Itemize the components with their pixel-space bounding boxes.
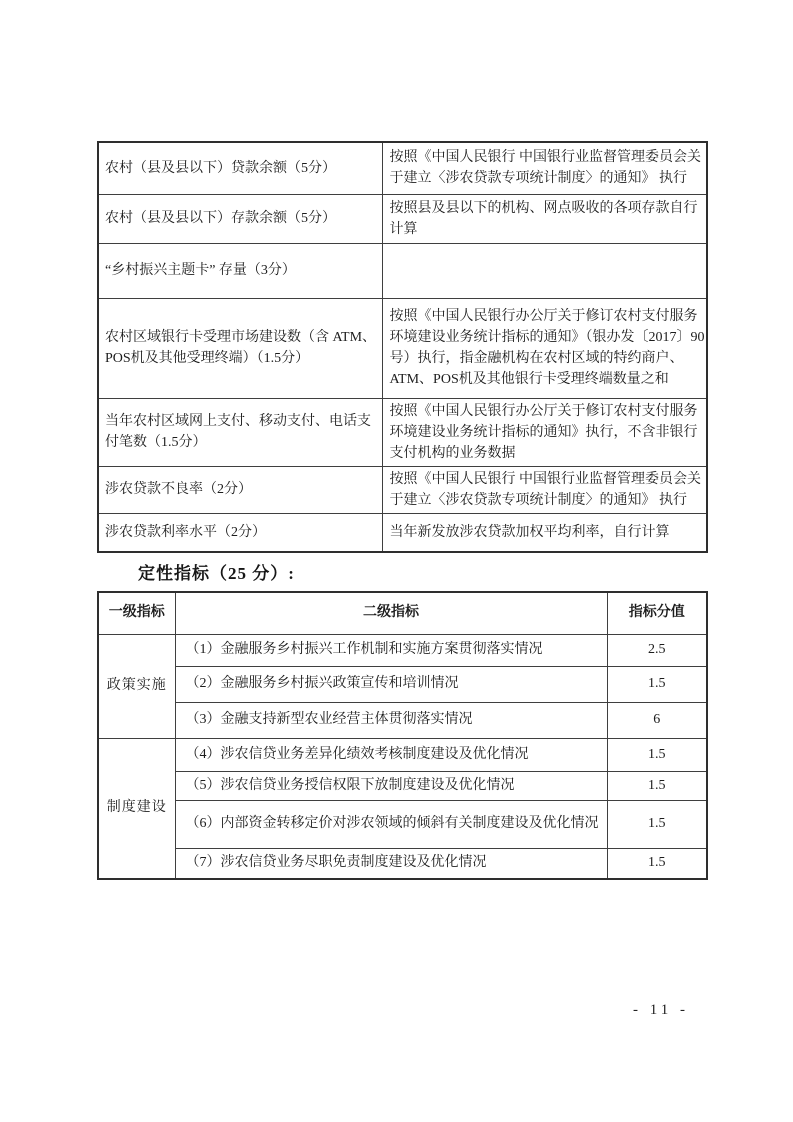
table-row [98,771,707,800]
column-header-level1: 一级指标 [98,592,175,634]
group-cell-system: 制度建设 [98,738,175,879]
description-cell: 按照《中国人民银行办公厅关于修订农村支付服务环境建设业务统计指标的通知》（银办发〔2017〕90号）执行，指金融机构在农村区域的特约商户、ATM、POS机及其他银行卡受理终端数量之和 [382,298,707,398]
description-cell [382,243,707,298]
description-cell: 按照《中国人民银行 中国银行业监督管理委员会关于建立〈涉农贷款专项统计制度〉的通知》 执行 [382,466,707,513]
column-header-score: 指标分值 [607,592,707,634]
score-cell: 1.5 [607,848,707,879]
table-row [98,194,707,243]
group-cell-policy: 政策实施 [98,634,175,738]
item-cell: （1）金融服务乡村振兴工作机制和实施方案贯彻落实情况 [175,634,607,666]
table-row [98,848,707,879]
description-cell: 按照县及县以下的机构、网点吸收的各项存款自行计算 [382,194,707,243]
table-row [98,298,707,398]
table-row [98,398,707,466]
indicator-cell: 农村（县及县以下）贷款余额（5分） [98,142,382,194]
indicator-cell: 农村（县及县以下）存款余额（5分） [98,194,382,243]
qualitative-indicators-table [97,591,708,880]
table-row [98,800,707,848]
table-row [98,142,707,194]
table-row [98,702,707,738]
indicator-cell: “乡村振兴主题卡” 存量（3分） [98,243,382,298]
description-cell: 按照《中国人民银行 中国银行业监督管理委员会关于建立〈涉农贷款专项统计制度〉的通知》 执行 [382,142,707,194]
item-cell: （6）内部资金转移定价对涉农领域的倾斜有关制度建设及优化情况 [175,800,607,848]
indicator-cell: 当年农村区域网上支付、移动支付、电话支付笔数（1.5分） [98,398,382,466]
page-number: - 11 - [633,1002,689,1018]
score-cell: 1.5 [607,738,707,771]
score-cell: 1.5 [607,771,707,800]
table-row [98,634,707,666]
header-row [98,592,707,634]
quantitative-indicators-table [97,141,708,553]
indicator-cell: 农村区域银行卡受理市场建设数（含 ATM、POS机及其他受理终端）（1.5分） [98,298,382,398]
table-row [98,243,707,298]
score-cell: 1.5 [607,666,707,702]
table-row [98,466,707,513]
column-header-level2: 二级指标 [175,592,607,634]
item-cell: （5）涉农信贷业务授信权限下放制度建设及优化情况 [175,771,607,800]
indicator-cell: 涉农贷款利率水平（2分） [98,513,382,552]
description-cell: 按照《中国人民银行办公厅关于修订农村支付服务环境建设业务统计指标的通知》执行，不含非银行支付机构的业务数据 [382,398,707,466]
item-cell: （7）涉农信贷业务尽职免责制度建设及优化情况 [175,848,607,879]
score-cell: 1.5 [607,800,707,848]
table-row [98,738,707,771]
table-row [98,666,707,702]
item-cell: （4）涉农信贷业务差异化绩效考核制度建设及优化情况 [175,738,607,771]
section-heading: 定性指标（25 分）: [138,564,295,583]
score-cell: 2.5 [607,634,707,666]
indicator-cell: 涉农贷款不良率（2分） [98,466,382,513]
item-cell: （3）金融支持新型农业经营主体贯彻落实情况 [175,702,607,738]
description-cell: 当年新发放涉农贷款加权平均利率，自行计算 [382,513,707,552]
table-row [98,513,707,552]
item-cell: （2）金融服务乡村振兴政策宣传和培训情况 [175,666,607,702]
score-cell: 6 [607,702,707,738]
